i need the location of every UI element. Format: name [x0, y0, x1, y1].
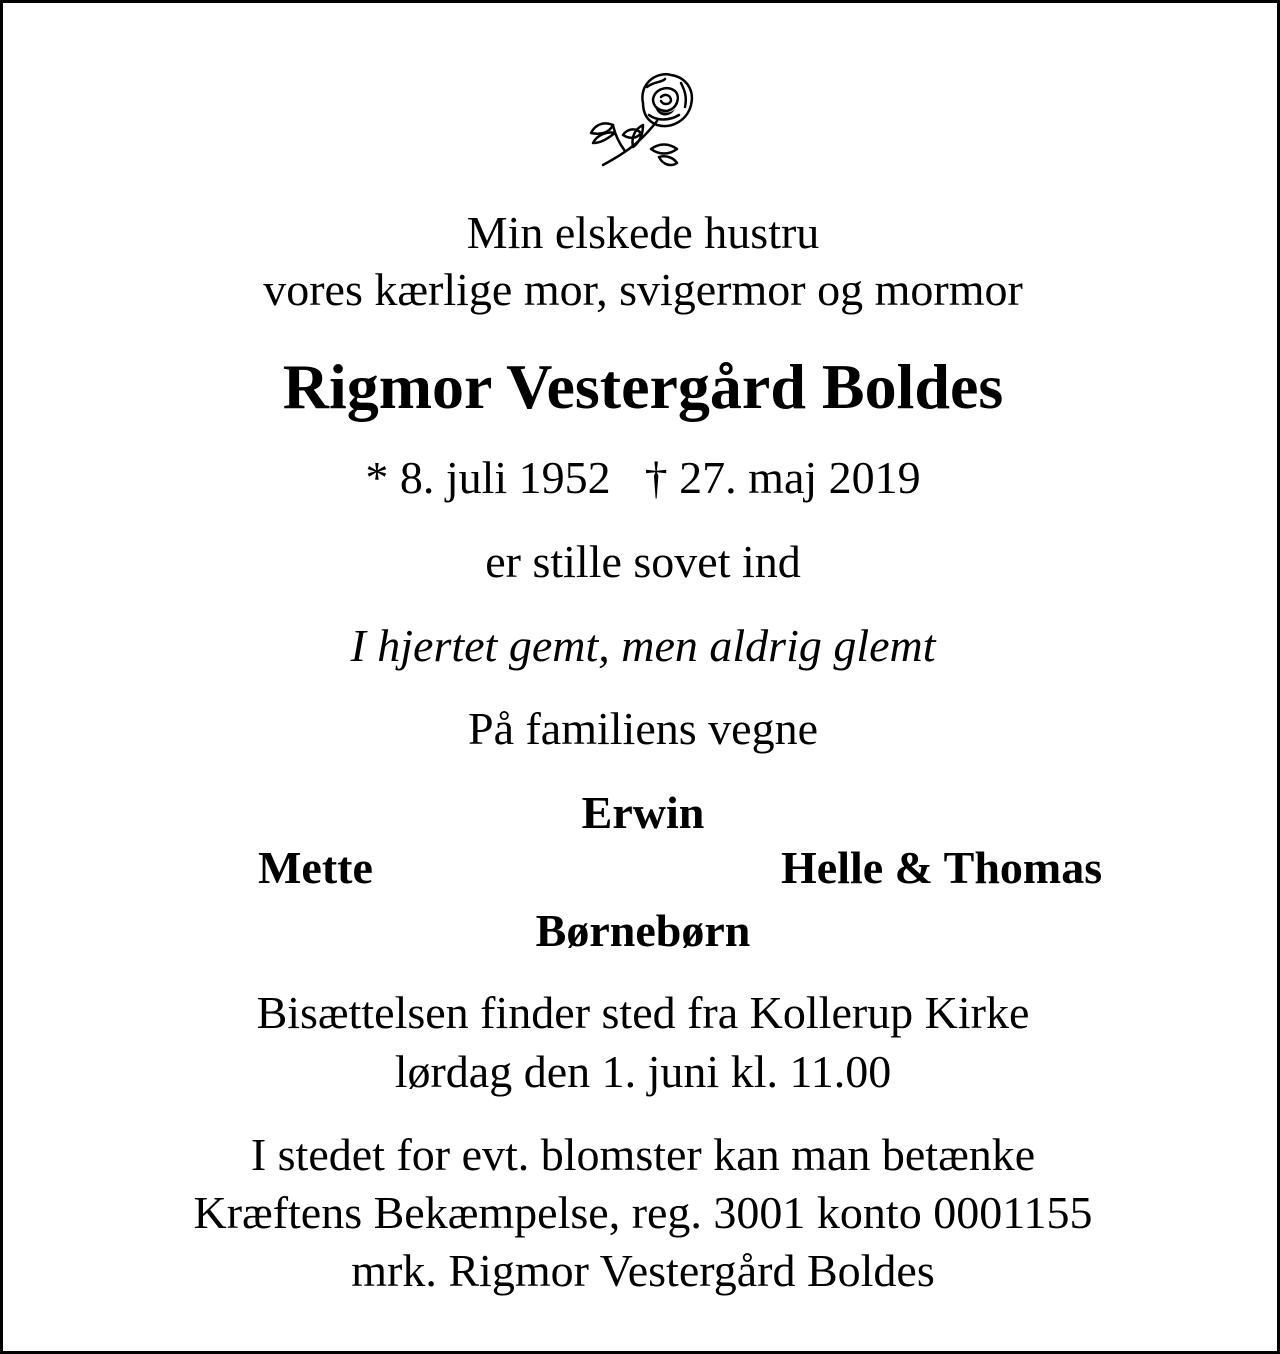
child-right-name: Helle & Thomas: [781, 842, 1103, 893]
deceased-name: Rigmor Vestergård Boldes: [282, 351, 1004, 422]
motto-text: I hjertet gemt, men aldrig glemt: [350, 620, 936, 671]
donation-line-2: Kræftens Bekæmpelse, reg. 3001 konto 0001155: [193, 1187, 1093, 1238]
donation-line-3: mrk. Rigmor Vestergård Boldes: [351, 1245, 935, 1296]
rose-icon: [585, 63, 705, 173]
donation-line-1: I stedet for evt. blomster kan man betænke: [250, 1129, 1036, 1180]
birth-date: * 8. juli 1952: [365, 452, 611, 503]
intro-line-2: vores kærlige mor, svigermor og mormor: [263, 264, 1023, 315]
life-dates: [3, 452, 1280, 503]
ceremony-line-2: lørdag den 1. juni kl. 11.00: [394, 1046, 892, 1097]
intro-line-1: Min elskede hustru: [466, 207, 820, 258]
grandchildren-label: Børnebørn: [535, 905, 751, 956]
spouse-name: Erwin: [581, 787, 705, 838]
passed-text: er stille sovet ind: [485, 536, 801, 587]
child-left-name: Mette: [258, 842, 373, 893]
ceremony-line-1: Bisættelsen finder sted fra Kollerup Kirke: [256, 987, 1030, 1038]
death-date: † 27. maj 2019: [644, 452, 921, 503]
on-behalf-text: På familiens vegne: [467, 703, 818, 754]
